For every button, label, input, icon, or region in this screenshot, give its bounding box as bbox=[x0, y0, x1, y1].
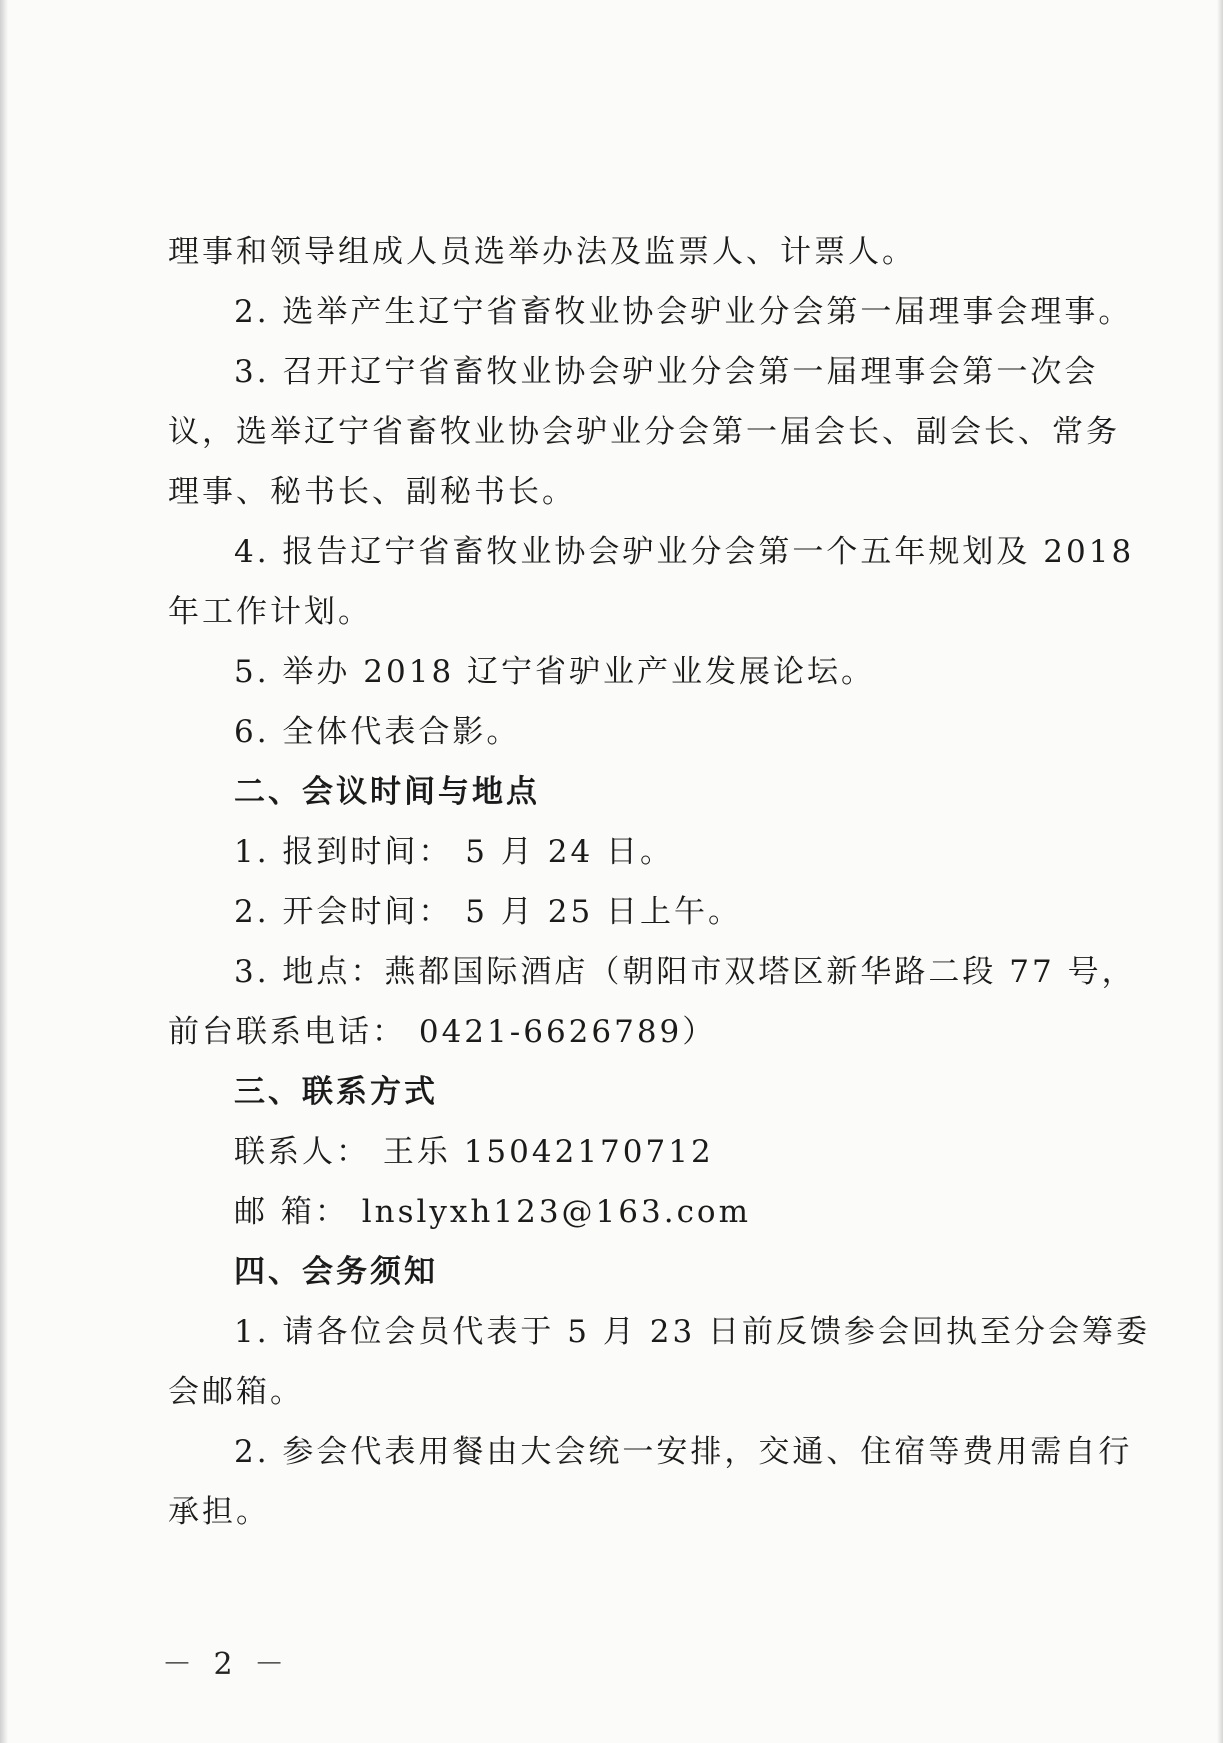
text-line-5: 理事、秘书长、副秘书长。 bbox=[168, 474, 576, 510]
text-line-3: 3. 召开辽宁省畜牧业协会驴业分会第一届理事会第一次会 bbox=[234, 354, 1099, 390]
text-line-6: 4. 报告辽宁省畜牧业协会驴业分会第一个五年规划及 2018 bbox=[234, 534, 1135, 570]
text-line-11: 1. 报到时间： 5 月 24 日。 bbox=[234, 834, 675, 870]
text-line-21: 2. 参会代表用餐由大会统一安排，交通、住宿等费用需自行 bbox=[234, 1434, 1133, 1470]
text-line-4: 议，选举辽宁省畜牧业协会驴业分会第一届会长、副会长、常务 bbox=[168, 414, 1120, 450]
text-line-22: 承担。 bbox=[168, 1494, 270, 1530]
text-line-17: 邮 箱： lnslyxh123@163.com bbox=[234, 1194, 751, 1230]
section-heading-2: 二、会议时间与地点 bbox=[234, 774, 540, 810]
text-line-2: 2. 选举产生辽宁省畜牧业协会驴业分会第一届理事会理事。 bbox=[234, 294, 1133, 330]
section-heading-3: 三、联系方式 bbox=[234, 1074, 438, 1110]
text-line-9: 6. 全体代表合影。 bbox=[234, 714, 521, 750]
text-line-13: 3. 地点：燕都国际酒店（朝阳市双塔区新华路二段 77 号， bbox=[234, 954, 1136, 990]
scan-edge-left bbox=[0, 0, 8, 1743]
text-line-20: 会邮箱。 bbox=[168, 1374, 304, 1410]
scan-edge-right bbox=[1217, 0, 1223, 1743]
text-line-16: 联系人： 王乐 15042170712 bbox=[234, 1134, 714, 1170]
page-number: － 2 － bbox=[162, 1647, 291, 1682]
text-line-1: 理事和领导组成人员选举办法及监票人、计票人。 bbox=[168, 234, 916, 270]
text-line-19: 1. 请各位会员代表于 5 月 23 日前反馈参会回执至分会筹委 bbox=[234, 1314, 1151, 1350]
text-line-14: 前台联系电话： 0421-6626789） bbox=[168, 1014, 717, 1050]
text-line-12: 2. 开会时间： 5 月 25 日上午。 bbox=[234, 894, 743, 930]
text-line-7: 年工作计划。 bbox=[168, 594, 372, 630]
section-heading-4: 四、会务须知 bbox=[234, 1254, 438, 1290]
text-line-8: 5. 举办 2018 辽宁省驴业产业发展论坛。 bbox=[234, 654, 876, 690]
